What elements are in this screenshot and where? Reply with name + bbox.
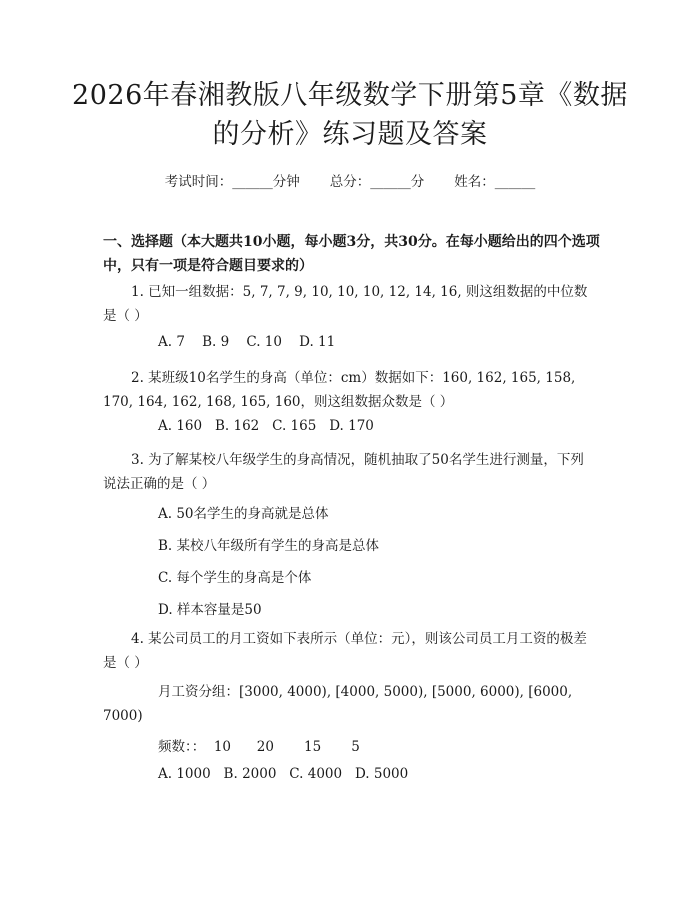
question-3-option-c: C. 每个学生的身高是个体: [158, 570, 312, 586]
exam-time-label: 考试时间：______分钟: [164, 174, 300, 190]
page-title: 2026年春湘教版八年级数学下册第5章《数据的分析》练习题及答案: [72, 80, 628, 150]
question-1-text: 1. 已知一组数据：5, 7, 7, 9, 10, 10, 10, 12, 14, 16, 则这组数据的中位数是（ ）: [103, 284, 588, 324]
question-2-options: A. 160 B. 162 C. 165 D. 170: [158, 418, 374, 434]
student-name-label: 姓名：______: [454, 174, 536, 190]
question-1-options: A. 7 B. 9 C. 10 D. 11: [158, 334, 336, 350]
question-2-text: 2. 某班级10名学生的身高（单位：cm）数据如下：160, 162, 165, 158, 170, 164, 162, 168, 165, 160，则这组数据众数是（ ）: [103, 370, 576, 410]
question-3-text: 3. 为了解某校八年级学生的身高情况，随机抽取了50名学生进行测量，下列说法正确的是（ ）: [103, 452, 584, 492]
question-3-option-d: D. 样本容量是50: [158, 602, 262, 618]
question-4-text: 4. 某公司员工的月工资如下表所示（单位：元），则该公司员工月工资的极差是（ ）: [103, 631, 587, 671]
question-3-option-a: A. 50名学生的身高就是总体: [158, 506, 329, 522]
exam-meta: [0, 170, 700, 190]
question-4: [103, 627, 595, 675]
question-3: [103, 448, 595, 496]
question-4-frequency: 频数：： 10 20 15 5: [158, 739, 360, 755]
question-1: [103, 280, 595, 328]
question-4-groups: 月工资分组：[3000, 4000), [4000, 5000), [5000, 6000), [6000, 7000): [103, 684, 573, 724]
section-heading: 一、选择题（本大题共10小题，每小题3分，共30分。在每小题给出的四个选项中，只有一项是符合题目要求的）: [103, 234, 600, 274]
total-score-label: 总分：______分: [329, 174, 425, 190]
question-3-option-b: B. 某校八年级所有学生的身高是总体: [158, 538, 380, 554]
question-4-options: A. 1000 B. 2000 C. 4000 D. 5000: [158, 766, 409, 782]
question-2: [103, 366, 595, 414]
